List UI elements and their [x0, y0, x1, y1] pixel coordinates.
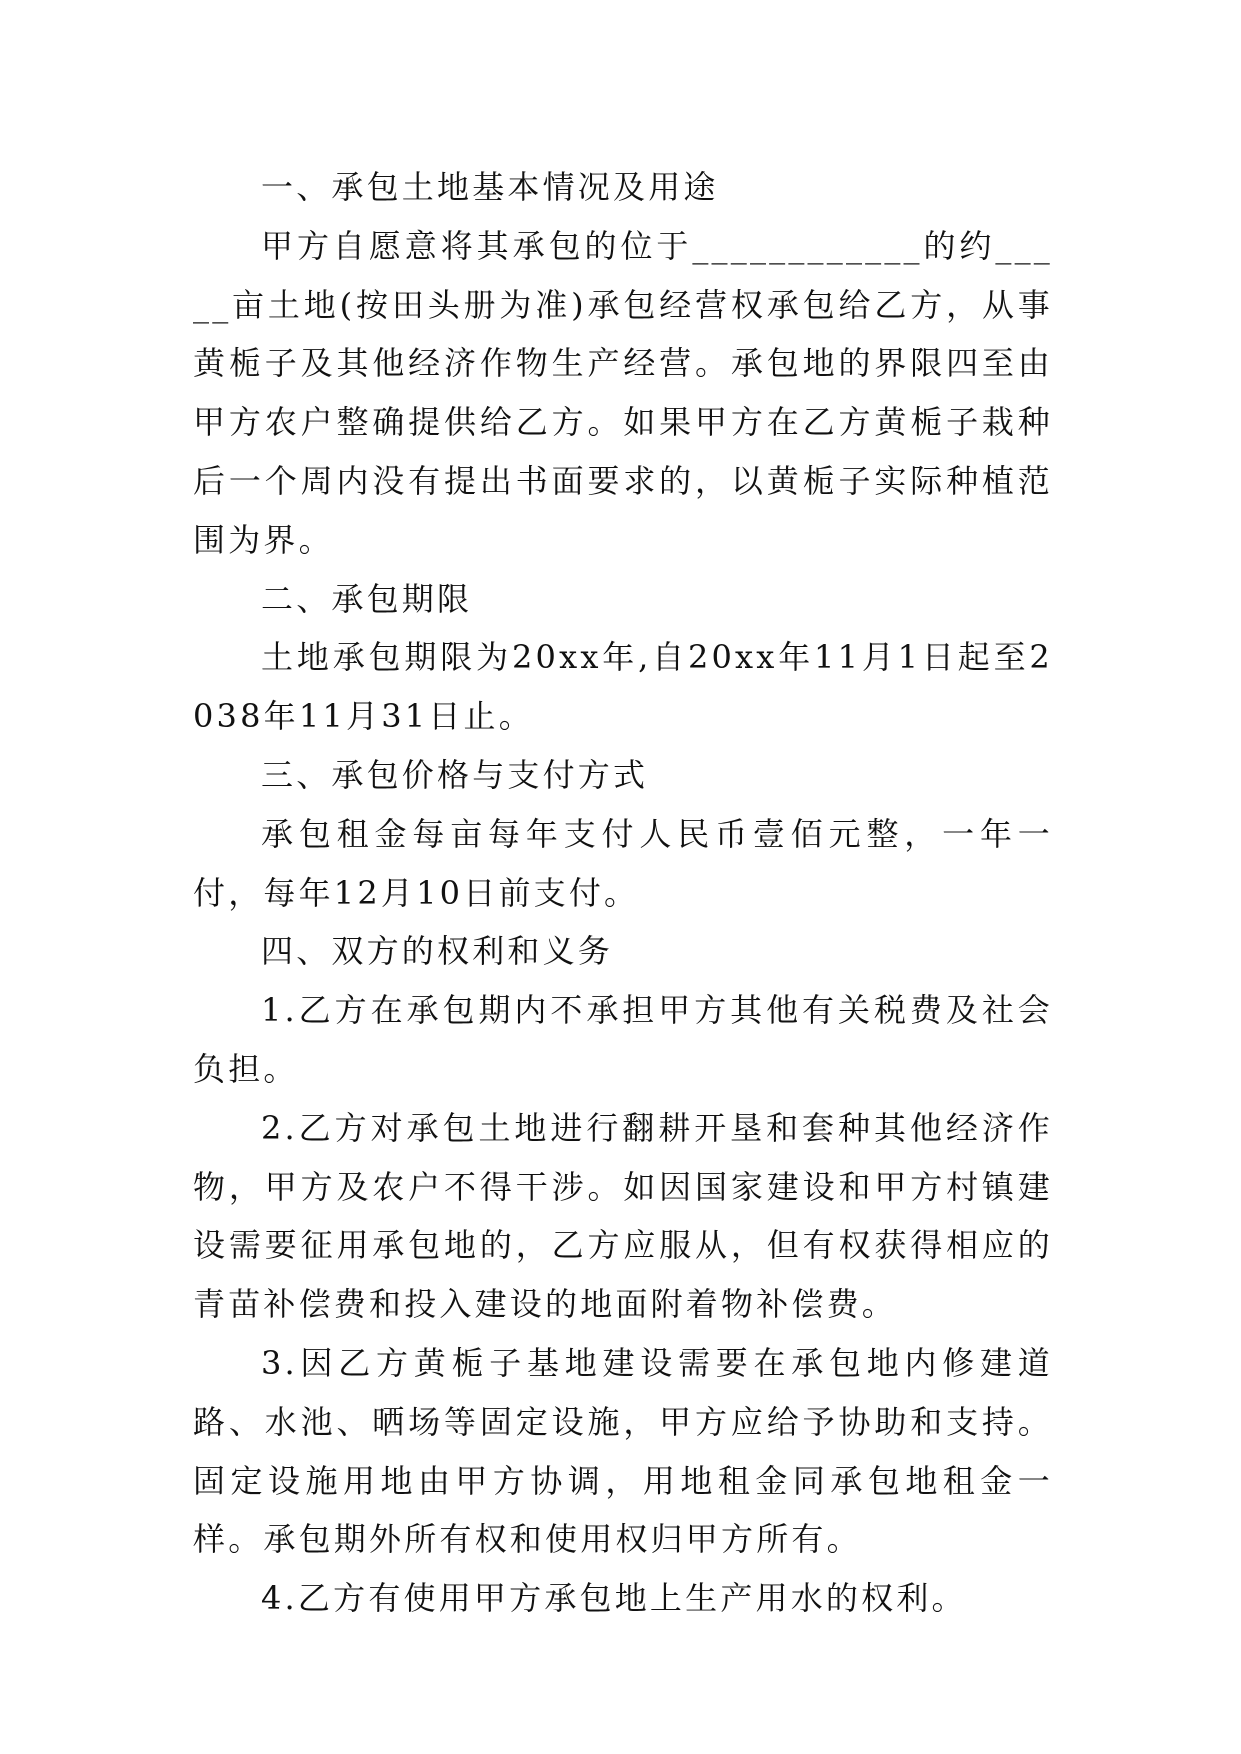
document-body — [193, 158, 1053, 1628]
clause-2: 2.乙方对承包土地进行翻耕开垦和套种其他经济作物，甲方及农户不得干涉。如因国家建设和甲方村镇建设需要征用承包地的，乙方应服从，但有权获得相应的青苗补偿费和投入建设的地面附着物补偿费。 — [193, 1108, 1053, 1324]
section-heading-land-info: 一、承包土地基本情况及用途 — [261, 168, 719, 206]
section-heading-rights-obligations: 四、双方的权利和义务 — [261, 932, 614, 971]
section-heading-price-payment: 三、承包价格与支付方式 — [261, 755, 649, 794]
clause-4: 4.乙方有使用甲方承包地上生产用水的权利。 — [261, 1579, 967, 1618]
clause-1: 1.乙方在承包期内不承担甲方其他有关税费及社会负担。 — [193, 991, 1053, 1088]
paragraph-term: 土地承包期限为20xx年,自20xx年11月1日起至2038年11月31日止。 — [193, 638, 1053, 736]
clause-3: 3.因乙方黄栀子基地建设需要在承包地内修建道路、水池、晒场等固定设施，甲方应给予协助和支持。固定设施用地由甲方协调，用地租金同承包地租金一样。承包期外所有权和使用权归甲方所有。 — [193, 1343, 1053, 1559]
paragraph-land-description: 甲方自愿意将其承包的位于____________的约_____亩土地(按田头册为准)承包经营权承包给乙方，从事黄栀子及其他经济作物生产经营。承包地的界限四至由甲方农户整确提供给乙方。如果甲方在乙方黄栀子栽种后一个周内没有提出书面要求的，以黄栀子实际种植范围为界。 — [193, 226, 1053, 559]
paragraph-price-payment: 承包租金每亩每年支付人民币壹佰元整，一年一付，每年12月10日前支付。 — [193, 814, 1053, 912]
section-heading-term: 二、承包期限 — [261, 579, 473, 618]
